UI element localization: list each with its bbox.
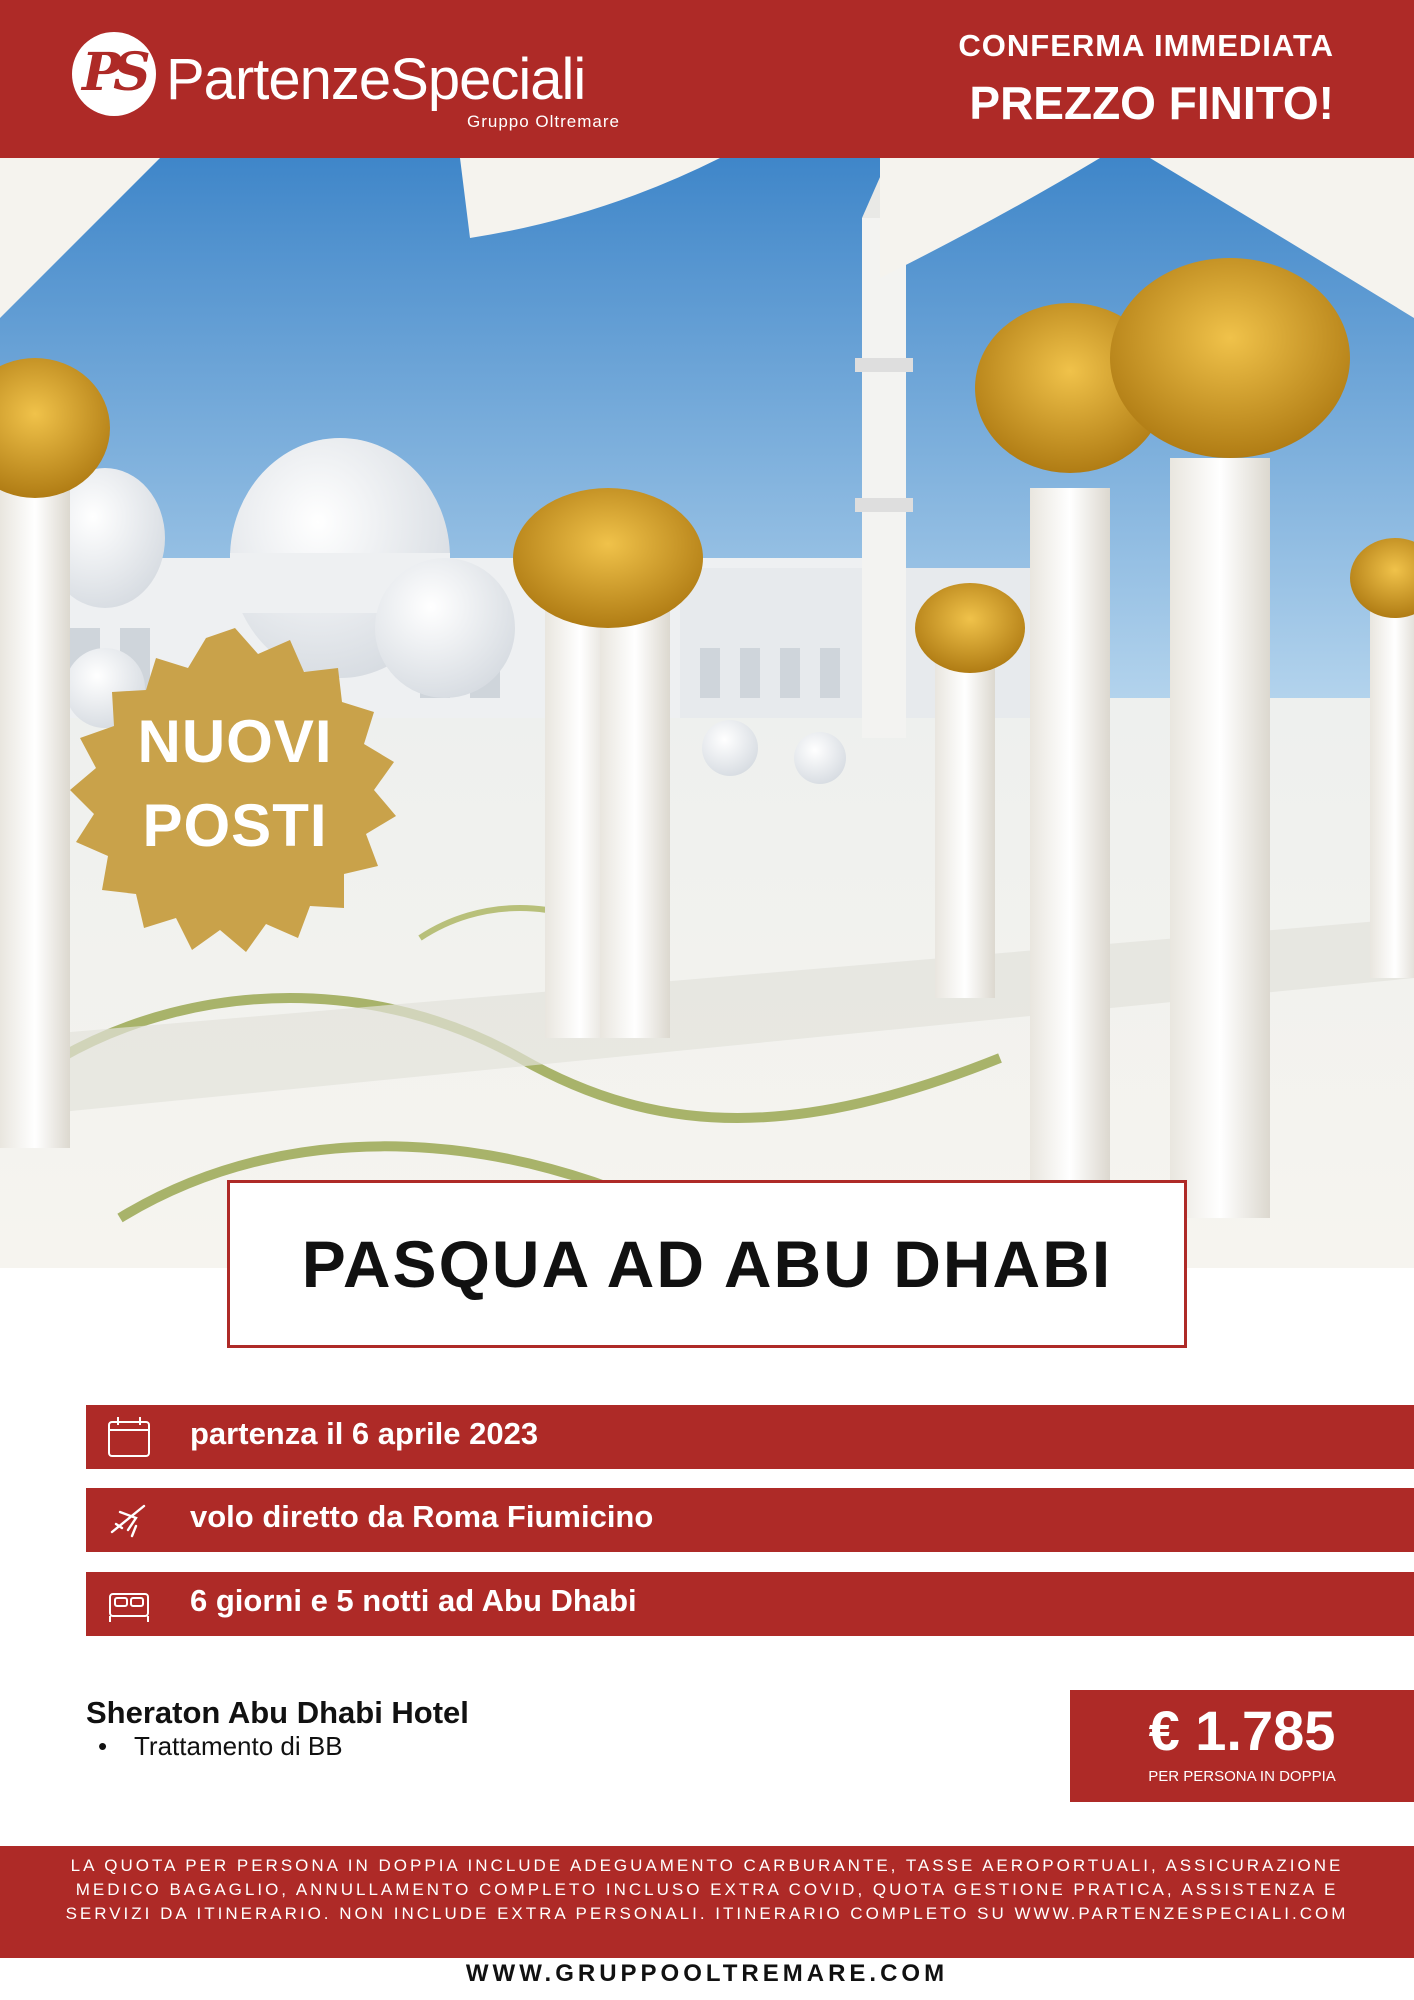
hotel-board-text: Trattamento di BB [134, 1731, 343, 1761]
brand-subtitle: Gruppo Oltremare [467, 112, 620, 131]
bed-icon [106, 1582, 152, 1626]
calendar-icon [106, 1415, 152, 1459]
info-row-stay [86, 1572, 1414, 1636]
flight-text: volo diretto da Roma Fiumicino [190, 1499, 654, 1534]
info-row-departure [86, 1405, 1414, 1469]
brand-name: PartenzeSpeciali [166, 47, 586, 112]
header-tagline-confirm: CONFERMA IMMEDIATA [958, 28, 1334, 63]
price-note: PER PERSONA IN DOPPIA [1148, 1768, 1336, 1785]
header-tagline-price: PREZZO FINITO! [969, 77, 1334, 129]
trip-title: PASQUA AD ABU DHABI [301, 1227, 1113, 1301]
logo-mark-icon [72, 32, 156, 116]
stay-text: 6 giorni e 5 notti ad Abu Dhabi [190, 1583, 637, 1618]
airplane-icon [106, 1498, 152, 1542]
footer-terms-text: LA QUOTA PER PERSONA IN DOPPIA INCLUDE ADEGUAMENTO CARBURANTE, TASSE AEROPORTUALI, ASSICURAZIONE MEDICO BAGAGLIO, ANNULLAMENTO COMPLETO INCLUSO EXTRA COVID, QUOTA GESTIONE PRATICA, ASSISTENZA E SERVIZI DA ITINERARIO. NON INCLUDE EXTRA PERSONALI. ITINERARIO COMPLETO SU WWW.PARTENZESPECIALI.COM [65, 1856, 1349, 1923]
hotel-board-item [98, 1731, 343, 1762]
new-seats-badge-label: NUOVI POSTI [137, 708, 333, 859]
bullet-icon: • [98, 1731, 108, 1761]
info-row-flight [86, 1488, 1414, 1552]
header-bar [0, 0, 1414, 158]
departure-text: partenza il 6 aprile 2023 [190, 1416, 539, 1451]
hotel-name: Sheraton Abu Dhabi Hotel [86, 1695, 469, 1730]
price-box [1070, 1690, 1414, 1802]
website-link[interactable]: WWW.GRUPPOOLTREMARE.COM [465, 1960, 949, 1987]
price-value: € 1.785 [1148, 1699, 1336, 1762]
logo-mark-letters: PS [82, 42, 143, 103]
footer-bar [0, 1846, 1414, 1958]
trip-title-box [227, 1180, 1187, 1348]
